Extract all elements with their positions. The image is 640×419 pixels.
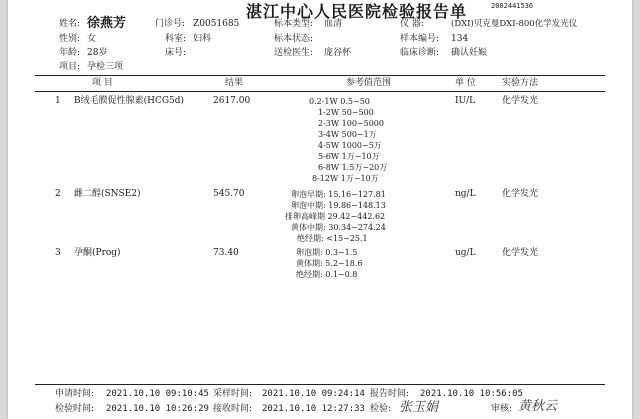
header-method: 实验方法 [502, 78, 539, 88]
sample-status-label: 标本状态: [274, 34, 314, 44]
row1-method: 化学发光 [502, 96, 539, 106]
doctor-value: 庞谷杯 [324, 48, 352, 58]
row3-unit: ug/L [455, 248, 476, 258]
row1-item: B绒毛膜促性腺素(HCG5d) [74, 96, 185, 106]
header-item: 项 目 [92, 78, 113, 88]
row3-method: 化学发光 [502, 248, 539, 258]
row1-ref-6: 5-6W 1万~10万 [318, 152, 380, 161]
row1-ref-3: 2-3W 100~5000 [318, 119, 384, 128]
patient-sex: 女 [87, 34, 97, 44]
row3-no: 3 [55, 248, 61, 258]
report-time-value: 2021.10.10 10:56:05 [420, 389, 523, 399]
reviewer-signature: 黄秋云 [518, 399, 558, 414]
row2-item: 雌二醇(SNSE2) [74, 189, 141, 199]
clinic-no-value: Z0051685 [193, 19, 240, 29]
project-label: 项目: [59, 62, 81, 72]
test-time-label: 检验时间: [55, 404, 95, 414]
age-label: 年龄: [59, 48, 81, 58]
row2-ref-3: 排卵高峰期 29.42~442.62 [285, 212, 386, 221]
project-value: 孕检三项 [87, 62, 124, 72]
sample-type-value: 血清 [324, 19, 343, 29]
row2-ref-4: 黄体中期: 30.34~274.24 [291, 223, 386, 232]
dept-label: 科室: [165, 34, 187, 44]
row3-result: 73.40 [213, 248, 239, 258]
doctor-label: 送检医生: [274, 48, 314, 58]
row2-result: 545.70 [213, 189, 245, 199]
row1-ref-8: 8-12W 1万~10万 [312, 174, 379, 183]
apply-time-label: 申请时间: [55, 389, 95, 399]
row2-ref-1: 卵泡早期: 15.16~127.81 [291, 190, 386, 199]
row1-result: 2617.00 [213, 96, 251, 106]
row1-ref-4: 3-4W 500~1万 [318, 130, 377, 139]
sample-no-value: 134 [451, 34, 469, 44]
row1-ref-7: 6-8W 1.5万~20万 [318, 163, 388, 172]
clinic-no-label: 门诊号: [155, 19, 186, 29]
row3-ref-3: 绝经期: 0.1~0.8 [296, 270, 358, 279]
sample-no-label: 样本编号: [400, 34, 440, 44]
patient-age: 28岁 [87, 48, 108, 58]
sampling-time-value: 2021.10.10 09:24:14 [262, 389, 365, 399]
patient-name: 徐燕芳 [87, 16, 127, 31]
row3-ref-1: 卵泡期: 0.3~1.5 [296, 248, 358, 257]
dept-value: 妇科 [193, 34, 212, 44]
tester-signature: 张玉娟 [399, 400, 439, 415]
bed-label: 床号: [165, 48, 187, 58]
row1-ref-1: 0.2-1W 0.5~50 [309, 97, 370, 106]
report-time-label: 报告时间: [370, 389, 410, 399]
footer-divider [35, 384, 605, 385]
sampling-time-label: 采样时间: [213, 389, 253, 399]
receive-time-label: 接收时间: [213, 404, 253, 414]
tester-label: 检验: [370, 404, 392, 414]
name-label: 姓名: [59, 19, 81, 29]
barcode-number: 2002441536 [491, 2, 534, 10]
reviewer-label: 审核: [491, 404, 513, 414]
diagnosis-label: 临床诊断: [400, 48, 440, 58]
header-unit: 单 位 [455, 78, 476, 88]
header-reference: 参考值范围 [346, 78, 392, 88]
apply-time-value: 2021.10.10 09:10:45 [106, 389, 209, 399]
report-title: 湛江中心人民医院检验报告单 [246, 2, 468, 21]
row1-no: 1 [55, 96, 61, 106]
receive-time-value: 2021.10.10 12:27:33 [262, 404, 365, 414]
row2-no: 2 [55, 189, 61, 199]
row2-unit: ng/L [455, 189, 476, 199]
row3-item: 孕酮(Prog) [74, 248, 121, 258]
row1-ref-2: 1-2W 50~500 [318, 108, 374, 117]
table-header-divider [35, 91, 605, 92]
row2-ref-5: 绝经期: <15~25.1 [297, 234, 368, 243]
row1-ref-5: 4-5W 1000~5万 [318, 141, 382, 150]
table-top-divider [35, 75, 605, 76]
instrument-label: 仪 器: [400, 19, 424, 29]
row1-unit: IU/L [455, 96, 476, 106]
header-result: 结果 [225, 78, 244, 88]
test-time-value: 2021.10.10 10:26:29 [106, 404, 209, 414]
lab-report-paper [8, 0, 632, 419]
row2-method: 化学发光 [502, 189, 539, 199]
row2-ref-2: 卵泡中期: 19.86~148.13 [291, 201, 386, 210]
instrument-value: (DXI)贝克曼DXI-800化学发光仪 [451, 19, 578, 29]
sex-label: 性别: [59, 34, 81, 44]
row3-ref-2: 黄体期: 5.2~18.6 [296, 259, 363, 268]
sample-type-label: 标本类型: [274, 19, 314, 29]
diagnosis-value: 确认妊娠 [451, 48, 488, 58]
